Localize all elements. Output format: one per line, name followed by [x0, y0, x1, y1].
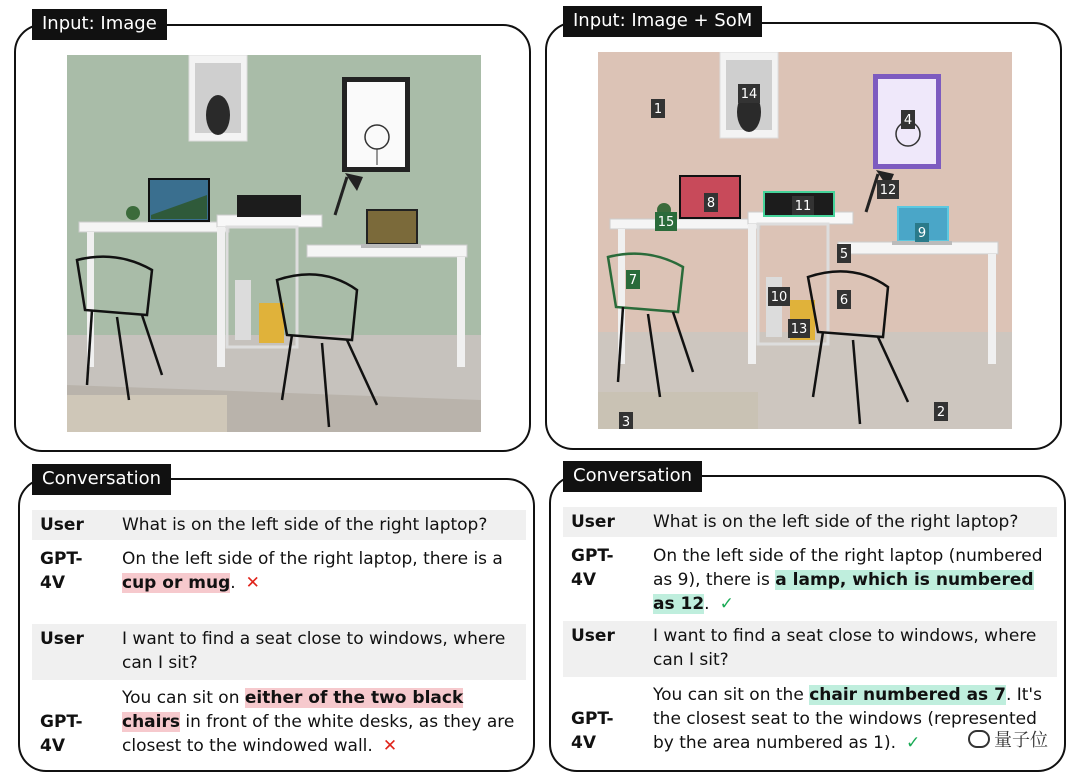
panel-tag-input-image: Input: Image: [32, 9, 167, 40]
conversation-row-user: [32, 510, 526, 540]
gpt4v-response: On the left side of the right laptop (numbered as 9), there is a lamp, which is numbered as 12. ✓: [653, 546, 1043, 614]
speaker-label: GPT-4V: [40, 549, 83, 593]
highlighted-answer-wrong: either of the two black chairs: [122, 688, 464, 732]
svg-text:14: 14: [740, 87, 758, 102]
svg-text:7: 7: [628, 273, 638, 288]
scene-image-left: [67, 55, 481, 432]
som-mark-1: [651, 99, 665, 118]
svg-text:2: 2: [936, 405, 946, 420]
panel-tag-conversation-left: Conversation: [32, 464, 171, 495]
highlighted-answer-correct: chair numbered as 7: [809, 685, 1006, 705]
highlighted-answer-correct: a lamp, which is numbered as 12: [653, 570, 1034, 614]
gpt4v-response: On the left side of the right laptop, there is a cup or mug. ✕: [122, 549, 503, 593]
som-mark-3: [619, 412, 633, 429]
som-mark-6: [837, 290, 851, 309]
panel-tag-conversation-right: Conversation: [563, 461, 702, 492]
svg-text:1: 1: [653, 102, 663, 117]
som-mark-9: [915, 223, 929, 242]
som-mark-14: [738, 84, 760, 103]
speaker-label: User: [40, 515, 84, 535]
conversation-row-user: [32, 624, 526, 680]
wrong-mark-icon: ✕: [245, 573, 260, 593]
svg-text:10: 10: [770, 290, 788, 305]
check-mark-icon: ✓: [906, 733, 921, 753]
conversation-left: [32, 506, 526, 768]
user-message: What is on the left side of the right laptop?: [122, 515, 488, 535]
som-mark-11: [792, 196, 814, 215]
speaker-label: GPT-4V: [571, 546, 614, 590]
svg-text:6: 6: [839, 293, 849, 308]
som-mark-13: [788, 319, 810, 338]
speaker-label: User: [571, 512, 615, 532]
svg-text:3: 3: [621, 415, 631, 429]
svg-text:9: 9: [917, 226, 927, 241]
panel-tag-input-image-som: Input: Image + SoM: [563, 6, 762, 37]
svg-text:11: 11: [794, 199, 812, 214]
conversation-row-user: [563, 621, 1057, 677]
highlighted-answer-wrong: cup or mug: [122, 573, 231, 593]
conversation-row-gpt4v: [32, 544, 526, 614]
som-mark-2: [934, 402, 948, 421]
watermark: 量子位: [968, 726, 1048, 752]
conversation-row-user: [563, 507, 1057, 537]
gpt4v-response: You can sit on the chair numbered as 7. It's the closest seat to the windows (represented by the area numbered as 1). ✓: [653, 685, 1042, 753]
som-mark-15: [655, 212, 677, 231]
wrong-mark-icon: ✕: [382, 736, 398, 756]
svg-text:13: 13: [790, 322, 808, 337]
svg-text:15: 15: [657, 215, 675, 230]
som-mark-10: [768, 287, 790, 306]
speaker-label: User: [40, 629, 84, 649]
svg-text:5: 5: [839, 247, 849, 262]
check-mark-icon: ✓: [719, 594, 734, 614]
user-message: I want to find a seat close to windows, where can I sit?: [122, 629, 506, 673]
som-mark-4: [901, 110, 915, 129]
som-mark-7: [626, 270, 640, 289]
speaker-label: User: [571, 626, 615, 646]
som-mark-12: [877, 180, 899, 199]
svg-text:4: 4: [903, 113, 913, 128]
watermark-logo-icon: [968, 730, 990, 748]
svg-text:8: 8: [706, 196, 716, 211]
gpt4v-response: You can sit on either of the two black chairs in front of the white desks, as they are closest to the windowed wall. ✕: [122, 688, 515, 756]
conversation-row-gpt4v: [32, 684, 526, 764]
speaker-label: GPT-4V: [40, 712, 83, 756]
conversation-row-gpt4v: [563, 541, 1057, 619]
user-message: What is on the left side of the right laptop?: [653, 512, 1019, 532]
som-mark-5: [837, 244, 851, 263]
user-message: I want to find a seat close to windows, where can I sit?: [653, 626, 1037, 670]
speaker-label: GPT-4V: [571, 709, 614, 753]
scene-image-right-som: [598, 52, 1012, 429]
svg-text:12: 12: [879, 183, 897, 198]
som-mark-8: [704, 193, 718, 212]
